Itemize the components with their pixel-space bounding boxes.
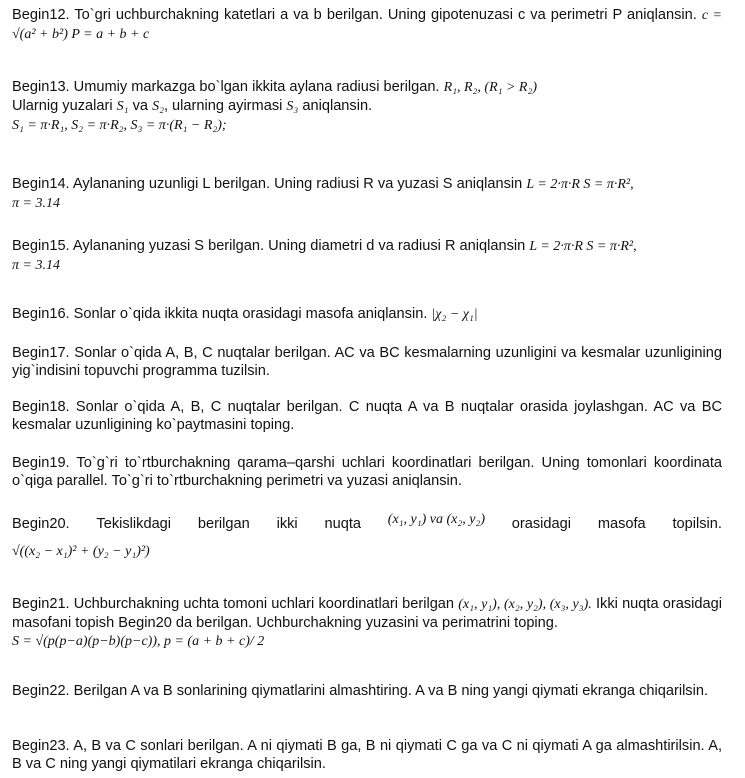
begin20-w4: ikki (276, 516, 298, 532)
begin20-w8: topilsin. (672, 516, 722, 532)
begin23-task (12, 737, 722, 773)
begin17-text: Begin17. Sonlar o`qida A, B, C nuqtalar berilgan. AC va BC kesmalarning uzunligini va kesmalar uzunligining yig`indisini topuvchi programma tuzilsin. (12, 345, 722, 379)
begin14-pi: π = 3.14 (12, 196, 60, 211)
begin13-s2: S₂ (152, 99, 164, 114)
begin21-points: (x₁, y₁), (x₂, y₂), (x₃, y₃). (458, 597, 592, 612)
begin14-task (12, 175, 722, 213)
begin20-w6: orasidagi (511, 516, 572, 532)
begin20-w2: Tekislikdagi (96, 516, 172, 532)
begin13-text2a: Ularnig yuzalari (12, 98, 113, 114)
begin21-text1b: Ikki nuqta (596, 596, 659, 612)
begin20-w5: nuqta (324, 516, 361, 532)
begin21-formula: S = √(p(p−a)(p−b)(p−c)), p = (a + b + c)/ 2 (12, 634, 265, 649)
begin21-text2: orasidagi masofani topish Begin20 da berilgan. Uchburchakning yuzasini va perimatrini toping. (12, 596, 723, 631)
begin18-text: Begin18. Sonlar o`qida A, B, C nuqtalar berilgan. C nuqta A va B nuqtalar orasida joylashgan. AC va BC kesmalar uzunligining ko`paytmasini toping. (12, 399, 722, 433)
begin16-task (12, 305, 722, 324)
begin21-text1: Begin21. Uchburchakning uchta tomoni uchlari koordinatlari berilgan (12, 596, 455, 612)
begin16-text: Begin16. Sonlar o`qida ikkita nuqta orasidagi masofa aniqlansin. (12, 306, 428, 322)
begin13-s1: S₁ (116, 99, 129, 114)
begin15-formula: L = 2·π·R S = π·R², (529, 239, 637, 254)
begin20-formula: √((x₂ − x₁)² + (y₂ − y₁)²) (12, 544, 150, 559)
begin12-text: Begin12. To`gri uchburchakning katetlari a va b berilgan. Uning gipotenuzasi c va perimetri P aniqlansin. (12, 7, 697, 23)
begin13-task (12, 78, 722, 135)
begin13-formula: S₁ = π·R₁, S₂ = π·R₂, S₃ = π·(R₁ − R₂); (12, 118, 227, 133)
begin14-text: Begin14. Aylananing uzunligi L berilgan. Uning radiusi R va yuzasi S aniqlansin (12, 176, 523, 192)
begin13-text2d: aniqlansin. (302, 98, 373, 114)
begin13-s3: S₃ (286, 99, 299, 114)
begin22-text: Begin22. Berilgan A va B sonlarining qiymatlarini almashtiring. A va B ning yangi qiymati ekranga chiqarilsin. (12, 683, 709, 699)
begin19-text: Begin19. To`g`ri to`rtburchakning qarama–qarshi uchlari koordinatlari berilgan. Uning tomonlari koordinata o`qiga parallel. To`g`ri to`rtburchakning perimetri va yuzasi aniqlansin. (12, 455, 722, 489)
begin14-formula: L = 2·π·R S = π·R², (526, 177, 634, 192)
begin12-task (12, 6, 722, 44)
begin15-text: Begin15. Aylananing yuzasi S berilgan. Uning diametri d va radiusi R aniqlansin (12, 238, 526, 254)
begin13-text2c: , ularning ayirmasi (163, 98, 283, 114)
begin16-formula: |χ₂ − χ₁| (431, 307, 478, 322)
begin20-w3: berilgan (197, 516, 250, 532)
begin20-w1: Begin20. (12, 516, 70, 532)
begin18-task (12, 398, 722, 434)
begin15-task (12, 237, 722, 275)
begin21-task (12, 595, 722, 651)
begin13-text2b: va (132, 98, 148, 114)
begin17-task (12, 344, 722, 380)
begin20-points: (x₁, y₁) va (x₂, y₂) (387, 512, 485, 527)
begin12-formula: c = √(a² + b²) P = a + b + c (12, 8, 722, 42)
begin13-text1: Begin13. Umumiy markazga bo`lgan ikkita aylana radiusi berilgan. (12, 79, 440, 95)
begin20-line1 (12, 512, 722, 534)
begin22-task (12, 682, 722, 700)
begin13-radii-formula: R₁, R₂, (R₁ > R₂) (443, 80, 538, 95)
begin20-formula-line (12, 542, 722, 561)
begin19-task (12, 454, 722, 490)
begin20-w7: masofa (597, 516, 646, 532)
begin15-pi: π = 3.14 (12, 258, 60, 273)
begin23-text: Begin23. A, B va C sonlari berilgan. A ni qiymati B ga, B ni qiymati C ga va C ni qiymati A ga almashtirilsin. A, B va C ning yangi qiymatilari ekranga chiqarilsin. (12, 738, 722, 772)
